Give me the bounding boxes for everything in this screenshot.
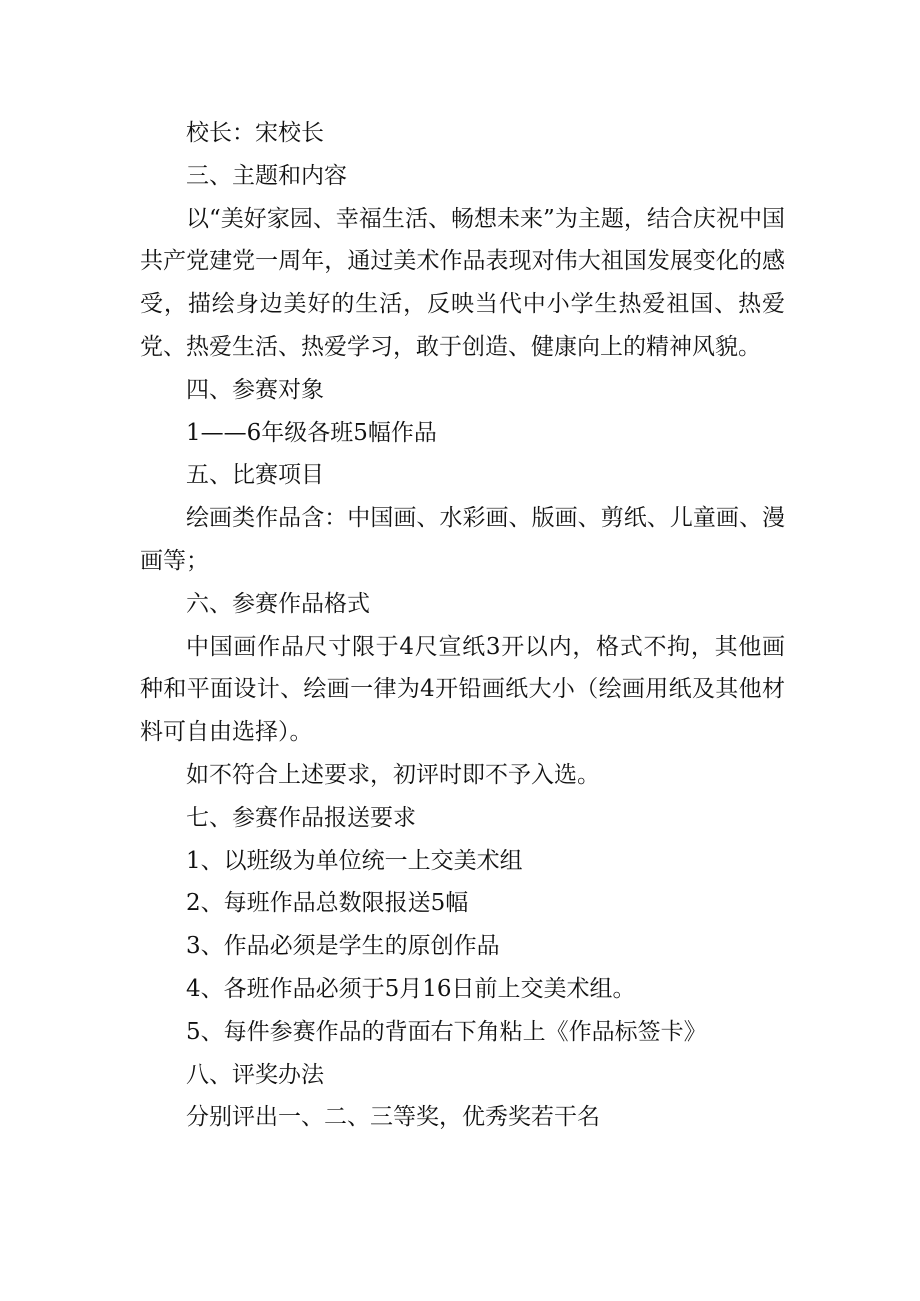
participants-paragraph: 1——6年级各班5幅作品 bbox=[186, 419, 437, 446]
section-heading-events: 五、比赛项目 bbox=[186, 462, 324, 489]
awards-paragraph: 分别评出一、二、三等奖，优秀奖若干名 bbox=[186, 1104, 600, 1131]
submission-item-4: 4、各班作品必须于5月16日前上交美术组。 bbox=[186, 975, 636, 1002]
format-note: 如不符合上述要求，初评时即不予入选。 bbox=[186, 761, 600, 788]
format-paragraph: 中国画作品尺寸限于4尺宣纸3开以内，格式不拘，其他画种和平面设计、绘画一律为4开铅画纸大小（绘画用纸及其他材料可自由选择）。 bbox=[140, 633, 785, 746]
section-heading-theme: 三、主题和内容 bbox=[186, 162, 347, 189]
events-paragraph: 绘画类作品含：中国画、水彩画、版画、剪纸、儿童画、漫画等； bbox=[140, 505, 785, 574]
submission-item-3: 3、作品必须是学生的原创作品 bbox=[186, 933, 500, 960]
section-heading-participants: 四、参赛对象 bbox=[186, 376, 324, 403]
submission-item-1: 1、以班级为单位统一上交美术组 bbox=[186, 847, 523, 874]
theme-paragraph: 以“美好家园、幸福生活、畅想未来”为主题，结合庆祝中国共产党建党一周年，通过美术作品表现对伟大祖国发展变化的感受，描绘身边美好的生活，反映当代中小学生热爱祖国、热爱党、热爱生活、热爱学习，敢于创造、健康向上的精神风貌。 bbox=[140, 205, 785, 360]
section-heading-format: 六、参赛作品格式 bbox=[186, 590, 370, 617]
submission-item-5: 5、每件参赛作品的背面右下角粘上《作品标签卡》 bbox=[186, 1018, 707, 1045]
document-body bbox=[140, 112, 785, 1139]
section-heading-awards: 八、评奖办法 bbox=[186, 1061, 324, 1088]
principal-line: 校长：宋校长 bbox=[186, 120, 324, 146]
section-heading-submission: 七、参赛作品报送要求 bbox=[186, 804, 416, 831]
submission-item-2: 2、每班作品总数限报送5幅 bbox=[186, 890, 469, 917]
